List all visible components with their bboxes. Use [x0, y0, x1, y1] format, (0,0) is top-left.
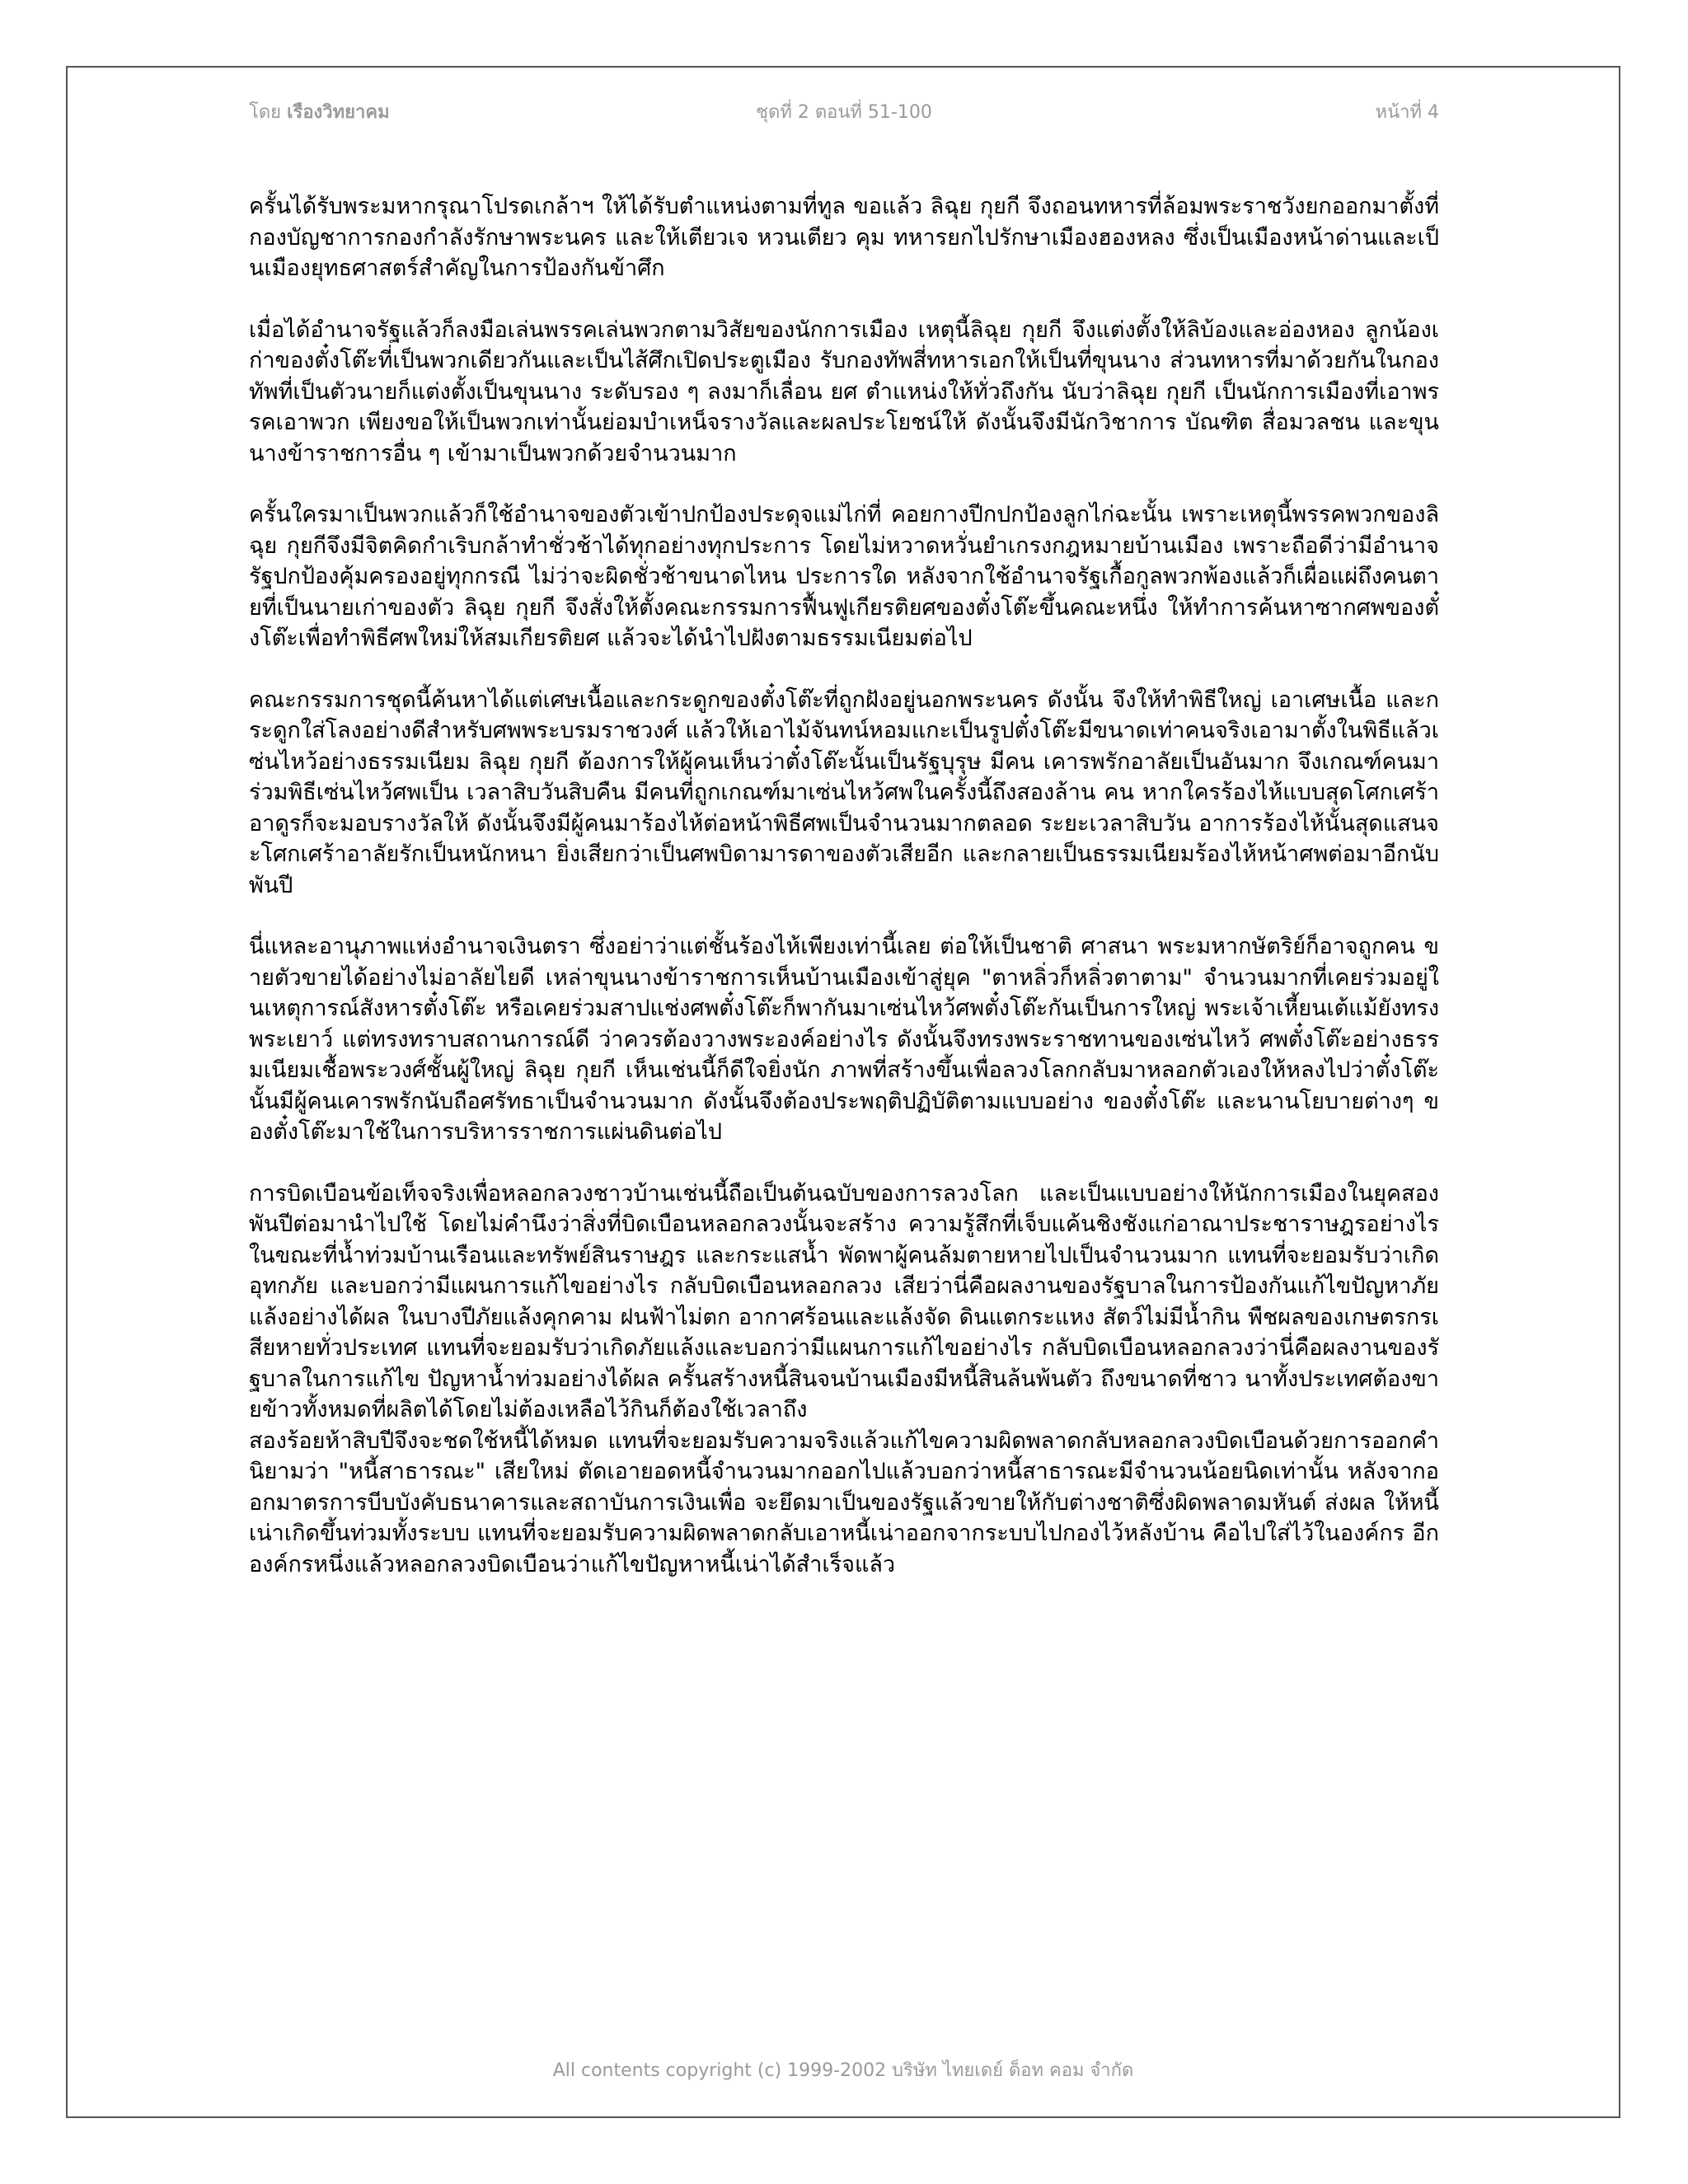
- series-label: ชุดที่ 2 ตอนที่ 51-100: [756, 102, 932, 123]
- copyright-footer: All contents copyright (c) 1999-2002 บริษัท ไทยเดย์ ด็อท คอม จำกัด: [552, 2060, 1134, 2081]
- article-body: [249, 191, 1439, 1610]
- page-header: [249, 97, 1439, 130]
- page-number: หน้าที่ 4: [1375, 102, 1439, 123]
- paragraph: คณะกรรมการชุดนี้ค้นหาได้แต่เศษเนื้อและกระดูกของตั๋งโต๊ะที่ถูกฝังอยู่นอกพระนคร ดังนั้น จึงให้ทำพิธีใหญ่ เอาเศษเนื้อ และกระดูกใส่โลงอย่างดีสำหรับศพพระบรมราชวงศ์ แล้วให้เอาไม้จันทน์หอมแกะเป็นรูปตั๋งโต๊ะมีขนาดเท่าคนจริงเอามาตั้งในพิธีแล้วเซ่นไหว้อย่างธรรมเนียม ลิฉุย กุยกี ต้องการให้ผู้คนเห็นว่าตั๋งโต๊ะนั้นเป็นรัฐบุรุษ มีคน เคารพรักอาลัยเป็นอันมาก จึงเกณฑ์คนมาร่วมพิธีเซ่นไหว้ศพเป็น เวลาสิบวันสิบคืน มีคนที่ถูกเกณฑ์มาเซ่นไหว้ศพในครั้งนี้ถึงสองล้าน คน หากใครร้องไห้แบบสุดโศกเศร้าอาดูรก็จะมอบรางวัลให้ ดังนั้นจึงมีผู้คนมาร้องไห้ต่อหน้าพิธีศพเป็นจำนวนมากตลอด ระยะเวลาสิบวัน อาการร้องไห้นั้นสุดแสนจะโศกเศร้าอาลัยรักเป็นหนักหนา ยิ่งเสียกว่าเป็นศพบิดามารดาของตัวเสียอีก และกลายเป็นธรรมเนียมร้องไห้หน้าศพต่อมาอีกนับพันปี: [249, 687, 1439, 898]
- paragraph: สองร้อยห้าสิบปีจึงจะชดใช้หนี้ได้หมด แทนที่จะยอมรับความจริงแล้วแก้ไขความผิดพลาดกลับหลอกลวงบิดเบือนด้วยการออกคำนิยามว่า "หนี้สาธารณะ" เสียใหม่ ตัดเอายอดหนี้จำนวนมากออกไปแล้วบอกว่าหนี้สาธารณะมีจำนวนน้อยนิดเท่านั้น หลังจากออกมาตรการบีบบังคับธนาคารและสถาบันการเงินเพื่อ จะยึดมาเป็นของรัฐแล้วขายให้กับต่างชาติซึ่งผิดพลาดมหันต์ ส่งผล ให้หนี้เน่าเกิดขึ้นท่วมทั้งระบบ แทนที่จะยอมรับความผิดพลาดกลับเอาหนี้เน่าออกจากระบบไปกองไว้หลังบ้าน คือไปใส่ไว้ในองค์กร อีกองค์กรหนึ่งแล้วหลอกลวงบิดเบือนว่าแก้ไขปัญหาหนี้เน่าได้สำเร็จแล้ว: [249, 1427, 1439, 1577]
- paragraph: ครั้นได้รับพระมหากรุณาโปรดเกล้าฯ ให้ได้รับตำแหน่งตามที่ทูล ขอแล้ว ลิฉุย กุยกี จึงถอนทหารที่ล้อมพระราชวังยกออกมาตั้งที่กองบัญชาการกองกำลังรักษาพระนคร และให้เตียวเจ หวนเตียว คุม ทหารยกไปรักษาเมืองฮองหลง ซึ่งเป็นเมืองหน้าด่านและเป็นเมืองยุทธศาสตร์สำคัญในการป้องกันข้าศึก: [249, 194, 1439, 281]
- by-label: โดย: [249, 102, 281, 123]
- paragraph: ครั้นใครมาเป็นพวกแล้วก็ใช้อำนาจของตัวเข้าปกป้องประดุจแม่ไก่ที่ คอยกางปีกปกป้องลูกไก่ฉะนั้น เพราะเหตุนี้พรรคพวกของลิฉุย กุยกีจึงมีจิตคิดกำเริบกล้าทำชั่วช้าได้ทุกอย่างทุกประการ โดยไม่หวาดหวั่นยำเกรงกฎหมายบ้านเมือง เพราะถือดีว่ามีอำนาจรัฐปกป้องคุ้มครองอยู่ทุกกรณี ไม่ว่าจะผิดชั่วช้าขนาดไหน ประการใด หลังจากใช้อำนาจรัฐเกื้อกูลพวกพ้องแล้วก็เผื่อแผ่ถึงคนตายที่เป็นนายเก่าของตัว ลิฉุย กุยกี จึงสั่งให้ตั้งคณะกรรมการฟื้นฟูเกียรติยศของตั๋งโต๊ะขึ้นคณะหนึ่ง ให้ทำการค้นหาซากศพของตั๋งโต๊ะเพื่อทำพิธีศพใหม่ให้สมเกียรติยศ แล้วจะได้นำไปฝังตามธรรมเนียมต่อไป: [249, 502, 1439, 651]
- paragraph: นี่แหละอานุภาพแห่งอำนาจเงินตรา ซึ่งอย่าว่าแต่ชั้นร้องไห้เพียงเท่านี้เลย ต่อให้เป็นชาติ ศาสนา พระมหากษัตริย์ก็อาจถูกคน ขายตัวขายได้อย่างไม่อาลัยไยดี เหล่าขุนนางข้าราชการเห็นบ้านเมืองเข้าสู่ยุค "ตาหลิ่วก็หลิ่วตาตาม" จำนวนมากที่เคยร่วมอยู่ในเหตุการณ์สังหารตั๋งโต๊ะ หรือเคยร่วมสาปแช่งศพตั๋งโต๊ะก็พากันมาเซ่นไหว้ศพตั๋งโต๊ะกันเป็นการใหญ่ พระเจ้าเหี้ยนเต้แม้ยังทรงพระเยาว์ แต่ทรงทราบสถานการณ์ดี ว่าควรต้องวางพระองค์อย่างไร ดังนั้นจึงทรงพระราชทานของเซ่นไหว้ ศพตั๋งโต๊ะอย่างธรรมเนียมเชื้อพระวงศ์ชั้นผู้ใหญ่ ลิฉุย กุยกี เห็นเช่นนี้ก็ดีใจยิ่งนัก ภาพที่สร้างขึ้นเพื่อลวงโลกกลับมาหลอกตัวเองให้หลงไปว่าตั๋งโต๊ะนั้นมีผู้คนเคารพรักนับถือศรัทธาเป็นจำนวนมาก ดังนั้นจึงต้องประพฤติปฏิบัติตามแบบอย่าง ของตั๋งโต๊ะ และนานโยบายต่างๆ ของตั๋งโต๊ะมาใช้ในการบริหารราชการแผ่นดินต่อไป: [249, 934, 1439, 1145]
- paragraph: เมื่อได้อำนาจรัฐแล้วก็ลงมือเล่นพรรคเล่นพวกตามวิสัยของนักการเมือง เหตุนี้ลิฉุย กุยกี จึงแต่งตั้งให้ลิบ้องและอ่องหอง ลูกน้องเก่าของตั๋งโต๊ะที่เป็นพวกเดียวกันและเป็นไส้ศึกเปิดประตูเมือง รับกองทัพสี่ทหารเอกให้เป็นที่ขุนนาง ส่วนทหารที่มาด้วยกันในกองทัพที่เป็นตัวนายก็แต่งตั้งเป็นขุนนาง ระดับรอง ๆ ลงมาก็เลื่อน ยศ ตำแหน่งให้ทั่วถึงกัน นับว่าลิฉุย กุยกี เป็นนักการเมืองที่เอาพรรคเอาพวก เพียงขอให้เป็นพวกเท่านั้นย่อมบำเหน็จรางวัลและผลประโยชน์ให้ ดังนั้นจึงมีนักวิชาการ บัณฑิต สื่อมวลชน และขุนนางข้าราชการอื่น ๆ เข้ามาเป็นพวกด้วยจำนวนมาก: [249, 316, 1439, 466]
- author-name: เรืองวิทยาคม: [287, 102, 390, 123]
- paragraph: การบิดเบือนข้อเท็จจริงเพื่อหลอกลวงชาวบ้านเช่นนี้ถือเป็นต้นฉบับของการลวงโลก และเป็นแบบอย่างให้นักการเมืองในยุคสองพันปีต่อมานำไปใช้ โดยไม่คำนึงว่าสิ่งที่บิดเบือนหลอกลวงนั้นจะสร้าง ความรู้สึกที่เจ็บแค้นชิงชังแก่อาณาประชาราษฎรอย่างไร ในขณะที่น้ำท่วมบ้านเรือนและทรัพย์สินราษฎร และกระแสน้ำ พัดพาผู้คนล้มตายหายไปเป็นจำนวนมาก แทนที่จะยอมรับว่าเกิดอุทกภัย และบอกว่ามีแผนการแก้ไขอย่างไร กลับบิดเบือนหลอกลวง เสียว่านี่คือผลงานของรัฐบาลในการป้องกันแก้ไขปัญหาภัยแล้งอย่างได้ผล ในบางปีภัยแล้งคุกคาม ฝนฟ้าไม่ตก อากาศร้อนและแล้งจัด ดินแตกระแหง สัตว์ไม่มีน้ำกิน พืชผลของเกษตรกรเสียหายทั่วประเทศ แทนที่จะยอมรับว่าเกิดภัยแล้งและบอกว่ามีแผนการแก้ไขอย่างไร กลับบิดเบือนหลอกลวงว่านี่คือผลงานของรัฐบาลในการแก้ไข ปัญหาน้ำท่วมอย่างได้ผล ครั้นสร้างหนี้สินจนบ้านเมืองมีหนี้สินล้นพ้นตัว ถึงขนาดที่ชาว นาทั้งประเทศต้องขายข้าวทั้งหมดที่ผลิตได้โดยไม่ต้องเหลือไว้กินก็ต้องใช้เวลาถึง: [249, 1180, 1439, 1422]
